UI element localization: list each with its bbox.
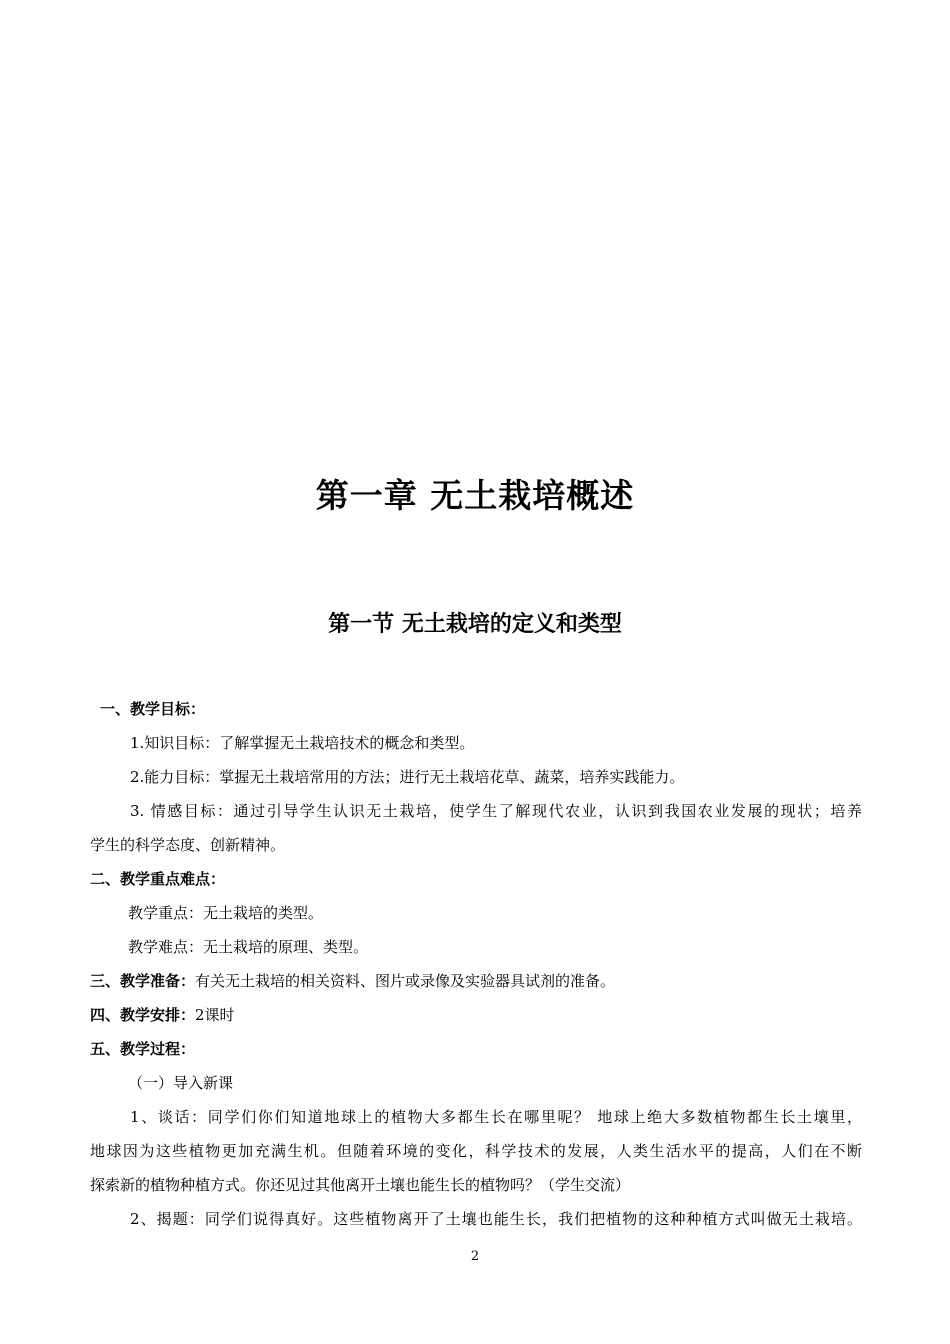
teaching-arrangement-text: 2课时 [195,1006,235,1024]
objective-ability: 2.能力目标：掌握无土栽培常用的方法；进行无土栽培花草、蔬菜，培养实践能力。 [130,768,685,786]
process-intro-subheading: （一）导入新课 [128,1074,234,1092]
page-number: 2 [470,1249,480,1264]
teaching-preparation-text: 有关无土栽培的相关资料、图片或录像及实验器具试剂的准备。 [195,972,616,990]
section-title: 第一节 无土栽培的定义和类型 [328,612,622,637]
teaching-preparation [90,964,862,998]
objective-emotion-line2: 学生的科学态度、创新精神。 [90,836,286,854]
objective-knowledge: 1.知识目标：了解掌握无土栽培技术的概念和类型。 [130,734,475,752]
teaching-preparation-heading: 三、教学准备： [90,972,196,990]
teaching-difficulty: 教学难点：无土栽培的原理、类型。 [128,938,369,956]
process-talk-line2: 地球因为这些植物更加充满生机。但随着环境的变化，科学技术的发展，人类生活水平的提高，人们在不断 [90,1142,862,1160]
process-talk-line1: 1、谈话：同学们你们知道地球上的植物大多都生长在哪里呢？ 地球上绝大多数植物都生长土壤里， [130,1108,862,1126]
objective-emotion-line1: 3. 情感目标：通过引导学生认识无土栽培，使学生了解现代农业，认识到我国农业发展的现状；培养 [130,802,862,820]
process-talk-line3: 探索新的植物种植方式。你还见过其他离开土壤也能生长的植物吗？（学生交流） [90,1176,631,1194]
key-difficulties-heading: 二、教学重点难点： [90,870,226,888]
chapter-title: 第一章 无土栽培概述 [315,476,635,515]
teaching-objectives-heading: 一、教学目标： [100,700,206,718]
document-body [90,692,862,1236]
teaching-arrangement [90,998,862,1032]
teaching-arrangement-heading: 四、教学安排： [90,1006,196,1024]
teaching-process-heading: 五、教学过程： [90,1040,196,1058]
process-reveal-line1: 2、揭题：同学们说得真好。这些植物离开了土壤也能生长，我们把植物的这种种植方式叫做无土栽培。 [130,1210,862,1228]
teaching-key-point: 教学重点：无土栽培的类型。 [128,904,324,922]
